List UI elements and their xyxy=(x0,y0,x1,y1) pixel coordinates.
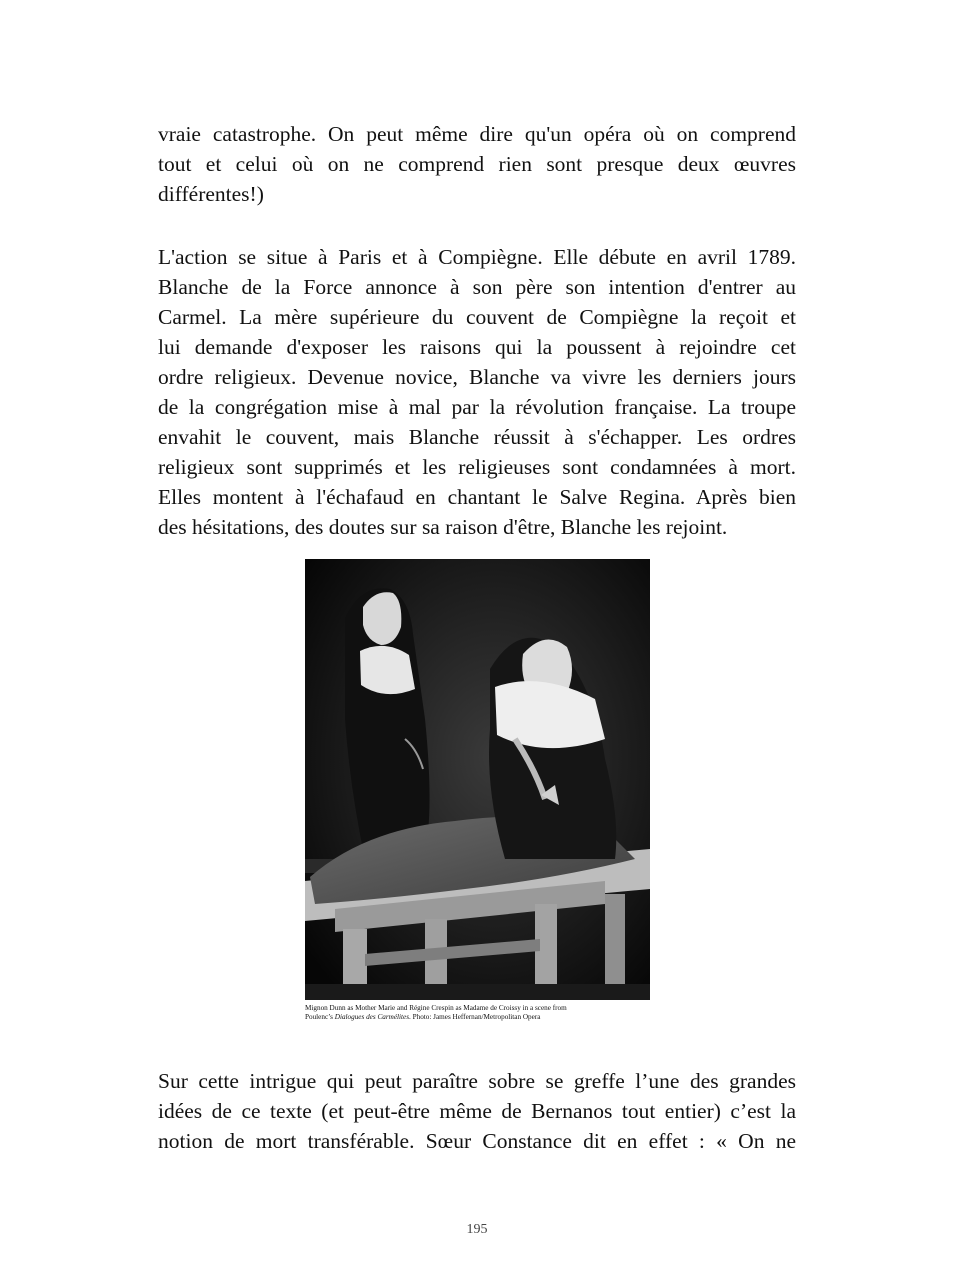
caption-opera-title: Dialogues des Carmélites xyxy=(334,1013,410,1021)
text-line: L'action se situe à Paris et à Compiègne. Elle débute en avril 1789. xyxy=(158,245,796,269)
text-line: ordre religieux. Devenue novice, Blanche va vivre les derniers jours xyxy=(158,365,796,389)
text-line: lui demande d'exposer les raisons qui la poussent à rejoindre cet xyxy=(158,335,796,359)
text-line: idées de ce texte (et peut-être même de Bernanos tout entier) c’est la xyxy=(158,1099,796,1123)
caption-line xyxy=(305,1013,650,1022)
caption-text: Poulenc’s xyxy=(305,1013,335,1021)
text-line: Elles montent à l'échafaud en chantant le Salve Regina. Après bien xyxy=(158,485,796,509)
text-line: Blanche de la Force annonce à son père son intention d'entrer au xyxy=(158,275,796,299)
text-line: religieux sont supprimés et les religieuses sont condamnées à mort. xyxy=(158,455,796,479)
text-line: de la congrégation mise à mal par la révolution française. La troupe xyxy=(158,395,796,419)
text-line: Carmel. La mère supérieure du couvent de Compiègne la reçoit et xyxy=(158,305,796,329)
opera-scene-photo xyxy=(305,559,650,1000)
page-number: 195 xyxy=(466,1222,488,1237)
paragraph-transferable-death xyxy=(158,1066,796,1156)
caption-text: . Photo: James Heffernan/Metropolitan Opera xyxy=(409,1013,541,1021)
text-line: tout et celui où on ne comprend rien sont presque deux œuvres xyxy=(158,152,796,176)
text-line: envahit le couvent, mais Blanche réussit à s'échapper. Les ordres xyxy=(158,425,796,449)
text-line: notion de mort transférable. Sœur Constance dit en effet : « On ne xyxy=(158,1129,796,1153)
paragraph-plot-summary xyxy=(158,242,796,542)
photo-caption xyxy=(305,1004,650,1022)
text-line: Sur cette intrigue qui peut paraître sobre se greffe l’une des grandes xyxy=(158,1069,796,1093)
text-line: des hésitations, des doutes sur sa raison d'être, Blanche les rejoint. xyxy=(158,515,728,539)
paragraph-intro-end xyxy=(158,119,796,209)
text-line: vraie catastrophe. On peut même dire qu'un opéra où on comprend xyxy=(158,122,796,146)
text-line: différentes!) xyxy=(158,182,264,206)
caption-line: Mignon Dunn as Mother Marie and Régine Crespin as Madame de Croissy in a scene from xyxy=(305,1004,567,1012)
